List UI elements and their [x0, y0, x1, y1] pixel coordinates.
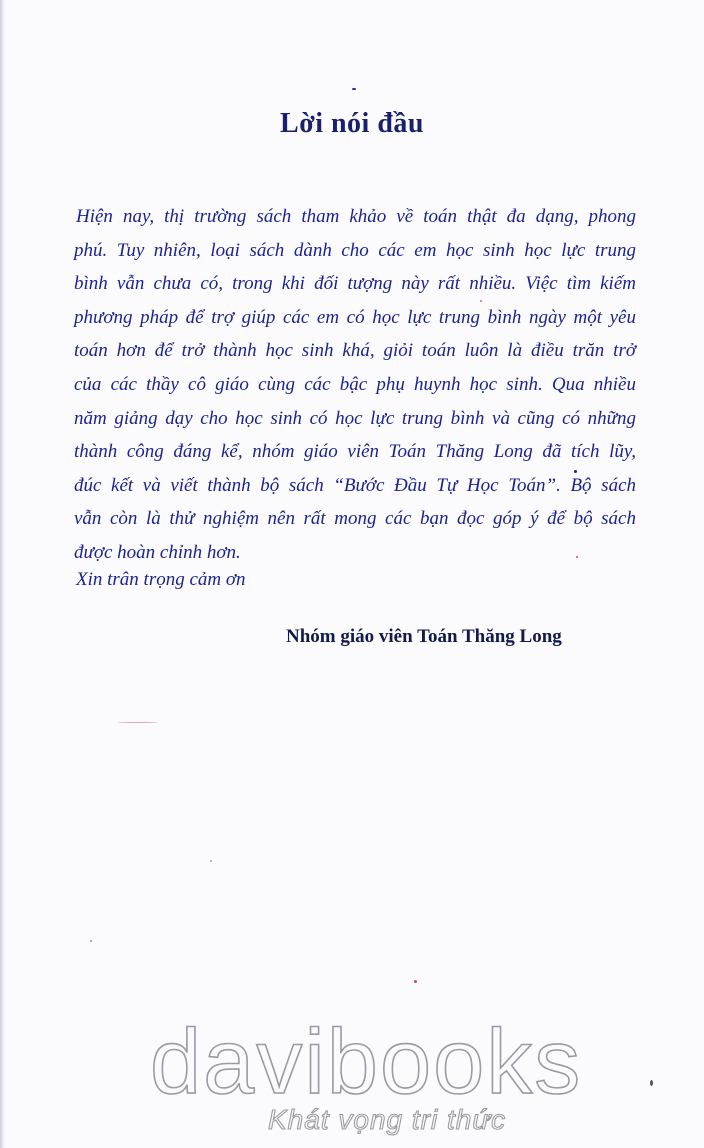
paragraph-line: Hiện nay, thị trường sách tham khảo về toán thật đa dạng, phong	[76, 206, 636, 227]
paragraph-line: được hoàn chỉnh hơn.	[74, 541, 241, 563]
paragraph-line: của các thầy cô giáo cùng các bậc phụ huynh học sinh. Qua nhiều	[74, 373, 636, 395]
paragraph-line: năm giảng dạy cho học sinh có học lực trung bình và cũng có những	[74, 407, 636, 429]
paragraph-line: đúc kết và viết thành bộ sách “Bước Đầu Tự Học Toán”. Bộ sách	[74, 474, 636, 496]
paragraph-line: bình vẫn chưa có, trong khi đối tượng này rất nhiều. Việc tìm kiếm	[74, 273, 636, 295]
paper-speck	[480, 300, 482, 302]
paper-speck	[650, 1080, 653, 1086]
paper-speck	[118, 722, 158, 723]
paragraph-line: thành công đáng kể, nhóm giáo viên Toán Thăng Long đã tích lũy,	[74, 441, 636, 463]
closing-line: Xin trân trọng cảm ơn	[76, 569, 246, 590]
watermark-tagline: Khát vọng tri thức	[268, 1104, 507, 1135]
paragraph-line: phương pháp để trợ giúp các em có học lực trung bình ngày một yêu	[74, 306, 636, 328]
preface-paragraph	[76, 200, 636, 570]
page-title: Lời nói đầu	[280, 108, 424, 139]
paragraph-line: toán hơn để trở thành học sinh khá, giỏi toán luôn là điều trăn trở	[74, 340, 636, 362]
watermark-brand: davibooks	[150, 1011, 583, 1113]
paper-speck	[574, 470, 577, 473]
paper-speck	[414, 980, 417, 983]
author-signature: Nhóm giáo viên Toán Thăng Long	[286, 626, 562, 647]
paragraph-line: vẫn còn là thử nghiệm nên rất mong các bạn đọc góp ý để bộ sách	[74, 508, 636, 530]
paragraph-line: phú. Tuy nhiên, loại sách dành cho các em học sinh học lực trung	[74, 239, 636, 261]
paper-speck	[352, 88, 356, 90]
paper-speck	[90, 940, 92, 942]
paper-speck	[210, 860, 212, 862]
page-spine-edge	[0, 0, 4, 1148]
paper-speck	[576, 556, 578, 558]
